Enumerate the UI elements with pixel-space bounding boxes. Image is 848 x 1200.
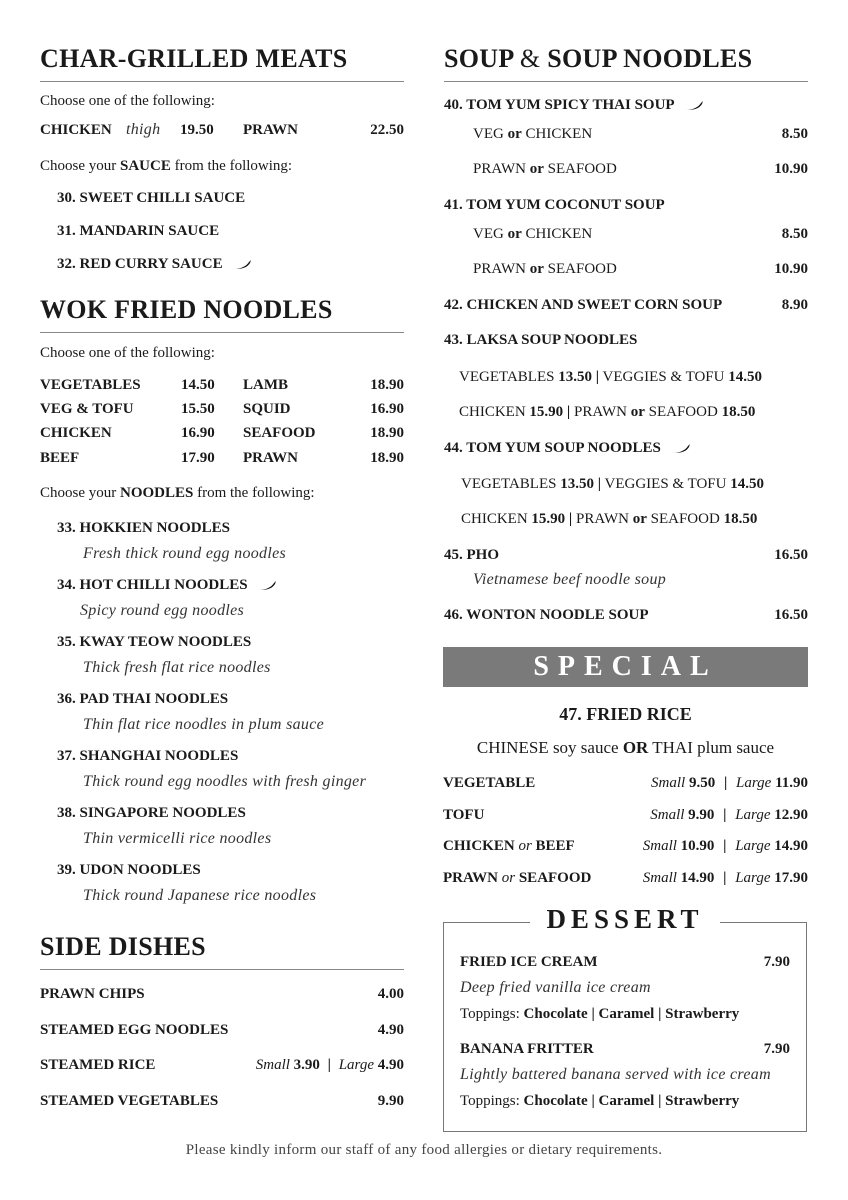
side-row (40, 1057, 404, 1077)
large-label: Large (735, 838, 771, 854)
special-row-prices (650, 807, 808, 824)
protein-name: SEAFOOD (243, 425, 316, 441)
soup-item-row (444, 547, 808, 567)
noodle-item-desc: Thick round Japanese rice noodles (83, 887, 317, 904)
side-price: 4.00 (377, 986, 404, 1002)
chicken-label: CHICKEN (525, 126, 593, 142)
soup-item-name: 46. WONTON NOODLE SOUP (444, 607, 649, 623)
separator: | (597, 476, 602, 492)
seafood-label: SEAFOOD (547, 261, 617, 277)
prawn-label: PRAWN (243, 122, 298, 138)
allergy-footer-note: Please kindly inform our staff of any food allergies or dietary requirements. (185, 1142, 663, 1158)
or-label: or (501, 870, 516, 886)
toppings-label: Toppings: (460, 1093, 520, 1109)
special-row-name (443, 870, 591, 887)
soup-variant-row (473, 261, 808, 281)
or-label: or (507, 226, 522, 242)
wok-choose-text: Choose one of the following: (40, 345, 215, 361)
variant-price: 8.50 (781, 226, 808, 242)
dessert-row (460, 954, 790, 974)
small-label: Small (642, 838, 677, 854)
sauce-item: 30. SWEET CHILLI SAUCE (57, 190, 246, 206)
vegetables-label: VEGETABLES (461, 476, 557, 492)
noodle-item-desc: Thin flat rice noodles in plum sauce (83, 716, 325, 733)
dessert-desc: Deep fried vanilla ice cream (460, 979, 651, 996)
protein-price: 15.50 (181, 401, 215, 417)
divider (40, 969, 404, 970)
soup-item-name: 42. CHICKEN AND SWEET CORN SOUP (444, 297, 723, 313)
small-price: 10.90 (680, 838, 715, 854)
soup-item-name: 41. TOM YUM COCONUT SOUP (444, 197, 665, 213)
sauce-post: from the following: (174, 158, 293, 174)
dessert-toppings (460, 1006, 739, 1023)
soup-item-label: 40. TOM YUM SPICY THAI SOUP (444, 97, 674, 113)
special-row-prices (643, 870, 808, 887)
noodle-item-name: 33. HOKKIEN NOODLES (57, 520, 230, 536)
soup-item-name: 43. LAKSA SOUP NOODLES (444, 332, 638, 348)
protein-price: 18.90 (370, 450, 404, 466)
special-row-prices (643, 838, 808, 855)
veggies-tofu-price: 14.50 (730, 476, 764, 492)
large-price: 11.90 (775, 775, 808, 791)
seafood-label: SEAFOOD (648, 404, 718, 420)
plum-sauce-label: plum sauce (697, 738, 775, 757)
side-size-prices (256, 1057, 404, 1074)
side-name: STEAMED VEGETABLES (40, 1093, 219, 1109)
side-row (40, 1022, 404, 1042)
dessert-price: 7.90 (763, 954, 790, 970)
side-price: 9.90 (377, 1093, 404, 1109)
noodle-item-desc: Spicy round egg noodles (80, 602, 245, 619)
soup-variant-row (473, 126, 808, 146)
separator: | (723, 775, 728, 791)
protein-price: 16.90 (181, 425, 215, 441)
noodle-choose-text (40, 485, 315, 502)
protein-row (40, 425, 404, 445)
vegetables-price: 13.50 (560, 476, 594, 492)
divider (40, 332, 404, 333)
noodle-item-desc: Thin vermicelli rice noodles (83, 830, 272, 847)
chili-pepper-icon (684, 100, 704, 111)
small-label: Small (650, 807, 685, 823)
large-label: Large (735, 807, 771, 823)
separator: | (566, 404, 571, 420)
separator: | (723, 838, 727, 854)
toppings-list: Chocolate | Caramel | Strawberry (523, 1093, 740, 1109)
prawn-label: PRAWN (473, 161, 526, 177)
special-row (443, 838, 808, 858)
soup-heading-amp: & (519, 44, 541, 73)
or-label: or (632, 511, 647, 527)
small-price: 3.90 (293, 1057, 320, 1073)
veg-label: VEG (473, 226, 504, 242)
thai-label: THAI (652, 738, 693, 757)
side-row (40, 986, 404, 1006)
soup-item-row (444, 607, 808, 627)
chargrilled-heading: CHAR-GRILLED MEATS (40, 44, 348, 73)
small-price: 9.90 (688, 807, 715, 823)
chili-pepper-icon (232, 259, 252, 270)
soup-heading-b: SOUP NOODLES (547, 44, 753, 73)
dessert-toppings (460, 1093, 739, 1110)
dessert-name: FRIED ICE CREAM (460, 954, 598, 970)
dessert-price: 7.90 (763, 1041, 790, 1057)
chili-pepper-icon (257, 580, 277, 591)
side-price: 4.90 (377, 1022, 404, 1038)
protein-row (40, 450, 404, 470)
chicken-label: CHICKEN (40, 122, 112, 138)
protein-price: 16.90 (370, 401, 404, 417)
protein-name: PRAWN (243, 450, 298, 466)
variant-price: 10.90 (774, 161, 808, 177)
or-label: OR (622, 738, 649, 757)
dessert-heading: DESSERT (530, 904, 720, 935)
soup-heading (444, 44, 752, 74)
sauce-choose-text (40, 158, 292, 175)
large-label: Large (735, 870, 771, 886)
sauce-pre: Choose your (40, 158, 117, 174)
chicken-label: CHICKEN (525, 226, 593, 242)
soup-item-name: 45. PHO (444, 547, 499, 563)
protein-price: 18.90 (370, 425, 404, 441)
divider (40, 81, 404, 82)
large-label: Large (736, 775, 772, 791)
dessert-row (460, 1041, 790, 1061)
noodle-item-name: 35. KWAY TEOW NOODLES (57, 634, 252, 650)
variant-name (473, 126, 592, 143)
special-row (443, 807, 808, 827)
soup-item-name (444, 440, 691, 457)
sauce-item (57, 256, 252, 273)
large-price: 14.90 (774, 838, 808, 854)
or-label: or (529, 161, 544, 177)
large-label: Large (338, 1057, 374, 1073)
protein-price: 17.90 (181, 450, 215, 466)
large-price: 12.90 (774, 807, 808, 823)
large-price: 4.90 (377, 1057, 404, 1073)
noodle-pre: Choose your (40, 485, 117, 501)
small-label: Small (255, 1057, 290, 1073)
laksa-options-line1 (459, 369, 762, 386)
side-name: STEAMED RICE (40, 1057, 156, 1073)
divider (444, 81, 808, 82)
beef-label: BEEF (535, 838, 575, 854)
noodle-item-desc: Thick round egg noodles with fresh ginger (83, 773, 367, 790)
or-label: or (529, 261, 544, 277)
noodle-item-name: 39. UDON NOODLES (57, 862, 201, 878)
chargrilled-options (40, 122, 404, 142)
variant-price: 8.50 (781, 126, 808, 142)
soup-item-price: 16.50 (774, 547, 808, 563)
small-label: Small (651, 775, 686, 791)
seafood-price: 18.50 (723, 511, 758, 527)
prawn-label: PRAWN (575, 511, 629, 527)
seafood-label: SEAFOOD (518, 870, 592, 886)
noodle-item-name: 38. SINGAPORE NOODLES (57, 805, 246, 821)
sauce-item: 31. MANDARIN SAUCE (57, 223, 220, 239)
special-row (443, 870, 808, 890)
soup-heading-a: SOUP (444, 44, 514, 73)
soup-item-price: 16.50 (774, 607, 808, 623)
noodle-item-name: 37. SHANGHAI NOODLES (57, 748, 239, 764)
dessert-desc: Lightly battered banana served with ice cream (460, 1066, 771, 1083)
vegetables-price: 13.50 (558, 369, 592, 385)
special-row (443, 775, 808, 795)
seafood-label: SEAFOOD (650, 511, 720, 527)
sauce-word: SAUCE (120, 158, 171, 174)
chicken-price: 15.90 (531, 511, 566, 527)
side-row (40, 1093, 404, 1113)
toppings-label: Toppings: (460, 1006, 520, 1022)
protein-name: SQUID (243, 401, 291, 417)
sauce-item-label: 32. RED CURRY SAUCE (57, 256, 223, 272)
size-separator: | (327, 1057, 331, 1073)
tomyum-noodle-options-line2 (461, 511, 757, 528)
protein-name: VEG & TOFU (40, 401, 134, 417)
special-row-name: VEGETABLE (443, 775, 536, 791)
chinese-label: CHINESE (476, 738, 549, 757)
soup-item-label: 44. TOM YUM SOUP NOODLES (444, 440, 661, 456)
large-price: 17.90 (774, 870, 808, 886)
noodle-item-desc: Fresh thick round egg noodles (83, 545, 287, 562)
small-price: 9.50 (688, 775, 716, 791)
chargrilled-choose-text: Choose one of the following: (40, 93, 215, 109)
seafood-price: 18.50 (721, 404, 756, 420)
special-row-name (443, 838, 575, 855)
or-label: or (507, 126, 522, 142)
veggies-tofu-price: 14.50 (728, 369, 762, 385)
prawn-price: 22.50 (370, 122, 404, 138)
dessert-name: BANANA FRITTER (460, 1041, 594, 1057)
vegetables-label: VEGETABLES (459, 369, 555, 385)
chili-pepper-icon (671, 443, 691, 454)
veggies-tofu-label: VEGGIES & TOFU (602, 369, 725, 385)
toppings-list: Chocolate | Caramel | Strawberry (523, 1006, 740, 1022)
chicken-label: CHICKEN (443, 838, 515, 854)
protein-name: CHICKEN (40, 425, 112, 441)
special-row-prices (651, 775, 808, 792)
separator: | (595, 369, 600, 385)
separator: | (723, 807, 727, 823)
wok-heading: WOK FRIED NOODLES (40, 295, 333, 324)
protein-row (40, 401, 404, 421)
small-label: Small (642, 870, 677, 886)
variant-name (473, 226, 592, 243)
soup-item-name (444, 97, 704, 114)
protein-name: BEEF (40, 450, 80, 466)
noodle-post: from the following: (197, 485, 315, 501)
soup-variant-row (473, 161, 808, 181)
special-sauce-options (443, 738, 808, 758)
noodle-word-bold: NOODLES (120, 485, 194, 501)
or-label: or (630, 404, 645, 420)
protein-name: VEGETABLES (40, 377, 141, 393)
special-item-name: 47. FRIED RICE (559, 704, 692, 724)
prawn-label: PRAWN (473, 261, 526, 277)
laksa-options-line2 (459, 404, 755, 421)
noodle-item-name (57, 577, 277, 594)
chicken-label: CHICKEN (459, 404, 526, 420)
noodle-item-name: 36. PAD THAI NOODLES (57, 691, 229, 707)
small-price: 14.90 (680, 870, 715, 886)
or-label: or (518, 838, 532, 854)
noodle-item-desc: Thick fresh flat rice noodles (83, 659, 271, 676)
variant-name (473, 261, 617, 278)
side-name: PRAWN CHIPS (40, 986, 145, 1002)
soup-item-desc: Vietnamese beef noodle soup (473, 571, 667, 588)
soup-item-row (444, 297, 808, 317)
variant-name (473, 161, 617, 178)
special-heading: SPECIAL (533, 651, 718, 682)
variant-price: 10.90 (774, 261, 808, 277)
noodle-item-label: 34. HOT CHILLI NOODLES (57, 577, 248, 593)
prawn-label: PRAWN (443, 870, 498, 886)
thigh-label: thigh (126, 121, 161, 138)
veg-label: VEG (473, 126, 504, 142)
protein-name: LAMB (243, 377, 288, 393)
chicken-price: 19.50 (180, 122, 214, 138)
protein-price: 18.90 (370, 377, 404, 393)
special-row-name: TOFU (443, 807, 485, 823)
veggies-tofu-label: VEGGIES & TOFU (604, 476, 727, 492)
soup-variant-row (473, 226, 808, 246)
sides-heading: SIDE DISHES (40, 932, 206, 961)
chicken-label: CHICKEN (461, 511, 528, 527)
soup-item-price: 8.90 (781, 297, 808, 313)
separator: | (723, 870, 727, 886)
chicken-price: 15.90 (529, 404, 564, 420)
seafood-label: SEAFOOD (547, 161, 617, 177)
separator: | (568, 511, 573, 527)
tomyum-noodle-options-line1 (461, 476, 764, 493)
prawn-label: PRAWN (573, 404, 627, 420)
side-name: STEAMED EGG NOODLES (40, 1022, 229, 1038)
soy-sauce-label: soy sauce (552, 738, 619, 757)
protein-price: 14.50 (181, 377, 215, 393)
protein-row (40, 377, 404, 397)
